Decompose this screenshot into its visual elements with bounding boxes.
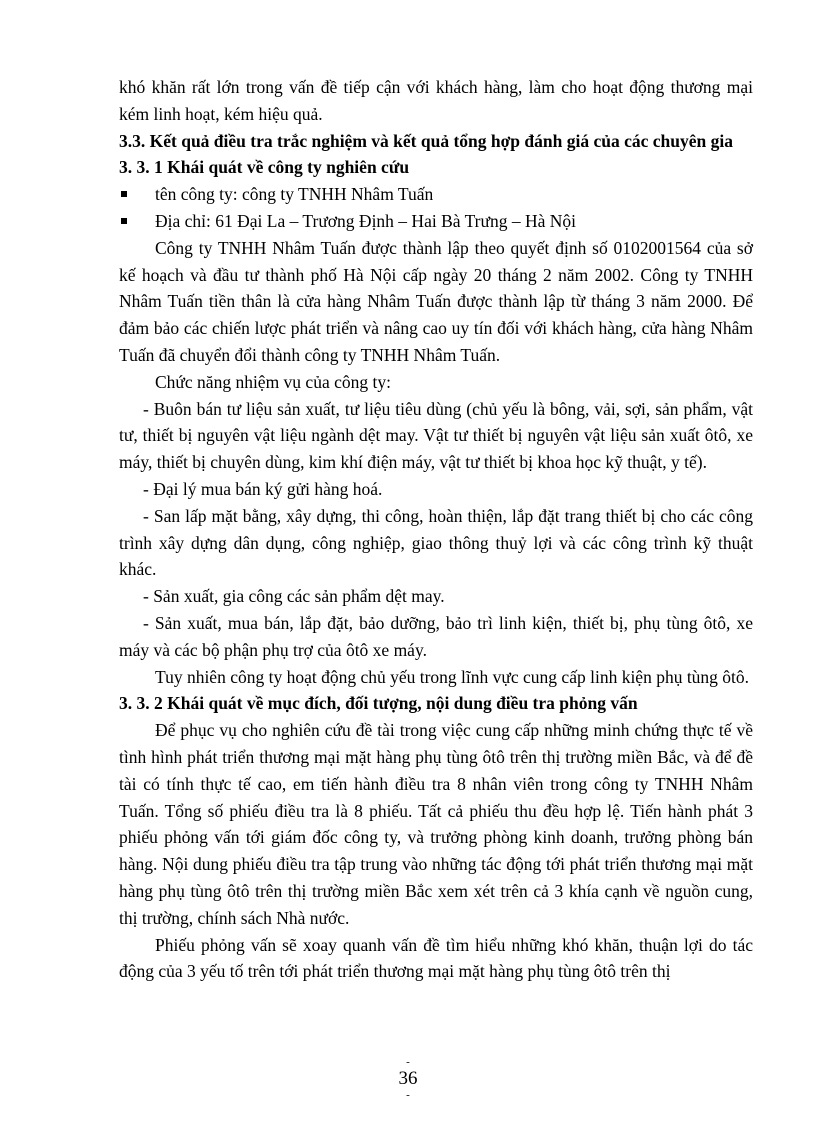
function-item: - Buôn bán tư liệu sản xuất, tư liệu tiêu dùng (chủ yếu là bông, vải, sợi, sản phẩm, vật tư, thiết bị nguyên vật liệu ngành dệt may. Vật tư thiết bị nguyên vật liệu sản xuất ôtô, xe máy, thiết bị chuyên dùng, kim khí điện máy, vật tư thiết bị khoa học kỹ thuật, y tế). [119,398,753,473]
square-bullet-icon [121,191,127,197]
section-heading-3-3-1: 3. 3. 1 Khái quát về công ty nghiên cứu [119,157,410,178]
page-number: 36 [398,1068,418,1089]
footer-tick-top: - [406,1056,410,1068]
list-item [119,181,753,208]
company-address-text: Địa chỉ: 61 Đại La – Trương Định – Hai Bà Trưng – Hà Nội [155,210,576,231]
company-paragraph: Công ty TNHH Nhâm Tuấn được thành lập theo quyết định số 0102001564 của sở kế hoạch và đầu tư thành phố Hà Nội cấp ngày 20 tháng 2 năm 2002. Công ty TNHH Nhâm Tuấn tiền thân là cửa hàng Nhâm Tuấn được thành lập từ tháng 3 năm 2000. Để đảm bảo các chiến lược phát triển và nâng cao uy tín đối với khách hàng, cửa hàng Nhâm Tuấn đã chuyển đổi thành công ty TNHH Nhâm Tuấn. [119,237,753,365]
function-item: - San lấp mặt bằng, xây dựng, thi công, hoàn thiện, lắp đặt trang thiết bị cho các công trình xây dựng dân dụng, công nghiệp, giao thông thuỷ lợi và các công trình kỹ thuật khác. [119,505,753,580]
section-heading-3-3: 3.3. Kết quả điều tra trắc nghiệm và kết quả tổng hợp đánh giá của các chuyên gia [119,130,733,151]
list-item [119,208,753,235]
function-item: - Đại lý mua bán ký gửi hàng hoá. [143,478,383,499]
page-footer [0,1057,816,1101]
functions-title: Chức năng nhiệm vụ của công ty: [155,371,391,392]
however-paragraph: Tuy nhiên công ty hoạt động chủ yếu trong lĩnh vực cung cấp linh kiện phụ tùng ôtô. [155,666,750,687]
section-heading-3-3-2: 3. 3. 2 Khái quát về mục đích, đối tượng, nội dung điều tra phỏng vấn [119,693,638,714]
company-name-text: tên công ty: công ty TNHH Nhâm Tuấn [155,184,434,205]
document-body [119,74,753,985]
survey-paragraph: Để phục vụ cho nghiên cứu đề tài trong việc cung cấp những minh chứng thực tế về tình hình phát triển thương mại mặt hàng phụ tùng ôtô trên thị trường miền Bắc, và để đề tài có tính thực tế cao, em tiến hành điều tra 8 nhân viên trong công ty TNHH Nhâm Tuấn. Tổng số phiếu điều tra là 8 phiếu. Tất cả phiếu thu đều hợp lệ. Tiến hành phát 3 phiếu phỏng vấn tới giám đốc công ty, và trưởng phòng kinh doanh, trưởng phòng bán hàng. Nội dung phiếu điều tra tập trung vào những tác động tới phát triển thương mại mặt hàng phụ tùng ôtô trên thị trường miền Bắc xem xét trên cả 3 khía cạnh về nguồn cung, thị trường, chính sách Nhà nước. [119,720,753,928]
interview-paragraph: Phiếu phỏng vấn sẽ xoay quanh vấn đề tìm hiểu những khó khăn, thuận lợi do tác động của 3 yếu tố trên tới phát triển thương mại mặt hàng phụ tùng ôtô trên thị [119,934,753,982]
function-item: - Sản xuất, gia công các sản phẩm dệt may. [143,586,445,607]
footer-tick-bottom: - [406,1089,410,1101]
company-info-list [119,181,753,235]
square-bullet-icon [121,218,127,224]
intro-paragraph: khó khăn rất lớn trong vấn đề tiếp cận với khách hàng, làm cho hoạt động thương mại kém linh hoạt, kém hiệu quả. [119,77,753,124]
function-item: - Sản xuất, mua bán, lắp đặt, bảo dưỡng, bảo trì linh kiện, thiết bị, phụ tùng ôtô, xe máy và các bộ phận phụ trợ của ôtô xe máy. [119,612,753,660]
